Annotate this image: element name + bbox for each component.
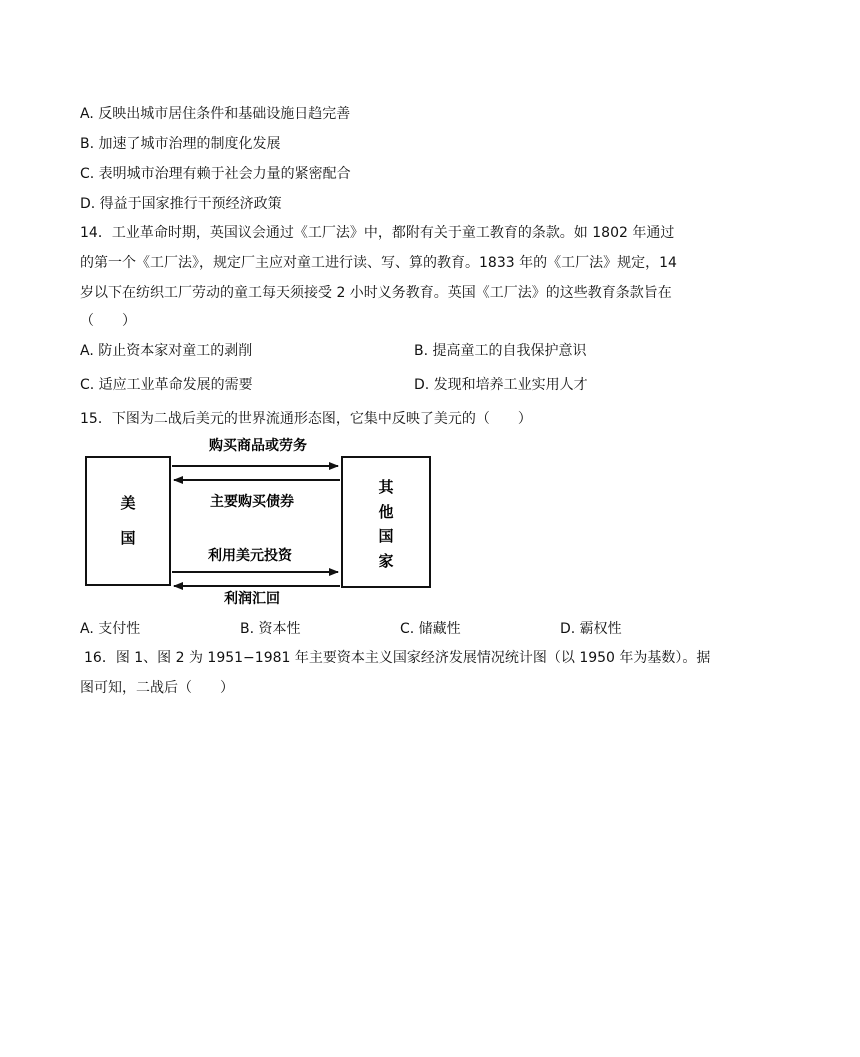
dollar-flow-diagram [82, 436, 437, 606]
q14-answer-bracket: （ ） [80, 313, 136, 329]
q16-stem-line-1: 16．图 1、图 2 为 1951−1981 年主要资本主义国家经济发展情况统计图（以 1950 年为基数）。据 [84, 650, 711, 666]
q15-option-d: D. 霸权性 [560, 621, 622, 637]
q15-option-c: C. 储藏性 [400, 621, 461, 637]
q14-option-a: A. 防止资本家对童工的剥削 [80, 343, 253, 359]
usa-box-char-1: 美 [120, 494, 136, 512]
arrow-label-profit-return: 利润汇回 [224, 591, 280, 606]
other-box-char-3: 国 [378, 527, 394, 545]
q13-option-d: D. 得益于国家推行干预经济政策 [80, 196, 282, 212]
q14-option-c: C. 适应工业革命发展的需要 [80, 377, 253, 393]
other-box-char-4: 家 [378, 552, 394, 570]
q15-stem: 15．下图为二战后美元的世界流通形态图，它集中反映了美元的（ ） [80, 411, 532, 427]
q15-option-a: A. 支付性 [80, 621, 141, 637]
q14-option-b: B. 提高童工的自我保护意识 [414, 343, 587, 359]
q13-option-a: A. 反映出城市居住条件和基础设施日趋完善 [80, 106, 351, 122]
q14-stem-line-2: 的第一个《工厂法》，规定厂主应对童工进行读、写、算的教育。1833 年的《工厂法》规定，14 [80, 255, 677, 271]
q13-option-c: C. 表明城市治理有赖于社会力量的紧密配合 [80, 166, 351, 182]
other-box-char-2: 他 [378, 503, 394, 521]
arrow-label-buy-goods: 购买商品或劳务 [209, 438, 307, 454]
q14-option-d: D. 发现和培养工业实用人才 [414, 377, 588, 393]
arrow-label-buy-bonds: 主要购买债券 [210, 494, 294, 510]
q14-stem-line-1: 14．工业革命时期，英国议会通过《工厂法》中，都附有关于童工教育的条款。如 1802 年通过 [80, 225, 675, 241]
usa-box-char-2: 国 [120, 529, 136, 547]
q14-stem-line-3: 岁以下在纺织工厂劳动的童工每天须接受 2 小时义务教育。英国《工厂法》的这些教育条款旨在 [80, 285, 672, 301]
arrow-label-invest: 利用美元投资 [208, 548, 292, 564]
usa-box [86, 457, 170, 585]
q16-stem-line-2: 图可知，二战后（ ） [80, 680, 234, 696]
q15-option-b: B. 资本性 [240, 621, 301, 637]
q13-option-b: B. 加速了城市治理的制度化发展 [80, 136, 281, 152]
other-box-char-1: 其 [378, 478, 394, 496]
